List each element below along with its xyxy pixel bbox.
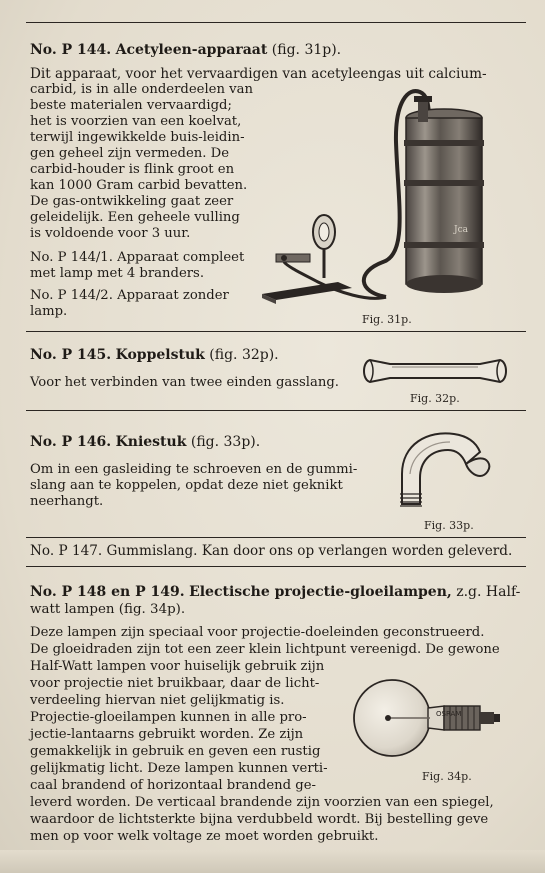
p144-sub1-line: No. P 144/1. Apparaat compleet	[30, 250, 245, 265]
p148-number: No. P 148 en P 149.	[30, 584, 185, 600]
fig-32p-caption: Fig. 32p.	[410, 392, 460, 405]
p144-fig-ref: (fig. 31p).	[271, 42, 342, 58]
divider-p147-p148	[26, 566, 526, 567]
p145-title: Koppelstuk	[115, 347, 205, 363]
bottom-edge	[0, 850, 545, 873]
p148-narrow-line: verdeeling hiervan niet gelijkmatig is.	[30, 693, 285, 708]
acetylene-apparatus-illustration	[258, 82, 508, 312]
p147-line	[30, 543, 512, 560]
fig-34p-caption: Fig. 34p.	[422, 770, 472, 783]
p144-number: No. P 144.	[30, 42, 112, 58]
p148-end-line: men op voor welk voltage ze moet worden gebruikt.	[30, 829, 379, 844]
p144-line: kan 1000 Gram carbid bevatten.	[30, 178, 248, 193]
p148-narrow-line: Half-Watt lampen voor huiselijk gebruik zijn	[30, 659, 325, 674]
p145-fig-ref: (fig. 32p).	[209, 347, 279, 363]
p144-sub2-line: lamp.	[30, 304, 68, 319]
top-divider	[26, 22, 526, 23]
p148-heading-rest: z.g. Half-	[456, 584, 521, 600]
p144-line: carbid-houder is flink groot en	[30, 162, 235, 177]
p148-narrow-line: voor projectie niet bruikbaar, daar de licht-	[30, 676, 320, 691]
p146-fig-ref: (fig. 33p).	[190, 434, 261, 450]
fig-31p-caption: Fig. 31p.	[362, 313, 412, 326]
p148-title: Electische projectie-gloeilampen,	[189, 584, 452, 600]
p148-narrow-line: Projectie-gloeilampen kunnen in alle pro-	[30, 710, 307, 725]
p145-text: Voor het verbinden van twee einden gasslang.	[30, 375, 339, 390]
p148-narrow-line: jectie-lantaarns gebruikt worden. Ze zijn	[30, 727, 304, 742]
p148-narrow-line: gelijkmatig licht. Deze lampen kunnen verti-	[30, 761, 328, 776]
p146-number: No. P 146.	[30, 434, 112, 450]
p144-line: is voldoende voor 3 uur.	[30, 226, 191, 241]
p148-line: Deze lampen zijn speciaal voor projectie-doeleinden geconstrueerd.	[30, 625, 485, 640]
p144-title: Acetyleen-apparaat	[115, 42, 268, 58]
p146-line: Om in een gasleiding te schroeven en de gummi-	[30, 462, 358, 477]
coupling-piece-illustration	[360, 350, 510, 392]
p148-heading	[30, 584, 520, 601]
p147-number: No. P 147.	[30, 543, 103, 559]
p144-line: beste materialen vervaardigd;	[30, 98, 232, 113]
p144-line: geleidelijk. Een geheele vulling	[30, 210, 240, 225]
divider-p144-p145	[26, 331, 526, 332]
p146-line: neerhangt.	[30, 494, 104, 509]
p144-line: De gas-ontwikkeling gaat zeer	[30, 194, 234, 209]
divider-p145-p146	[26, 410, 526, 411]
elbow-piece-illustration	[388, 424, 498, 519]
p144-sub1-line: met lamp met 4 branders.	[30, 266, 205, 281]
p147-text: Gummislang. Kan door ons op verlangen worden geleverd.	[106, 543, 513, 559]
p144-line: terwijl ingewikkelde buis-leidin-	[30, 130, 245, 145]
p148-end-line: waardoor de lichtsterkte bijna verdubbeld wordt. Bij bestelling geve	[30, 812, 489, 827]
p144-line: gen geheel zijn vermeden. De	[30, 146, 229, 161]
p148-heading-line2: watt lampen (fig. 34p).	[30, 602, 186, 617]
p146-title: Kniestuk	[115, 434, 187, 450]
p146-heading	[30, 434, 260, 451]
bulb-brand-mark: OSRAM	[436, 710, 462, 718]
divider-p146-p147	[26, 537, 526, 538]
projection-lamp-illustration	[350, 676, 510, 766]
fig-33p-caption: Fig. 33p.	[424, 519, 474, 532]
p148-end-line: leverd worden. De verticaal brandende zijn voorzien van een spiegel,	[30, 795, 494, 810]
p148-narrow-line: gemakkelijk in gebruik en geven een rustig	[30, 744, 321, 759]
p144-heading	[30, 42, 341, 59]
can-maker-mark: Jca	[454, 225, 469, 235]
p145-heading	[30, 347, 279, 364]
p148-narrow-line: caal brandend of horizontaal brandend ge-	[30, 778, 316, 793]
p144-line: carbid, is in alle onderdeelen van	[30, 82, 253, 97]
p144-sub2-line: No. P 144/2. Apparaat zonder	[30, 288, 229, 303]
p144-line: het is voorzien van een koelvat,	[30, 114, 242, 129]
p145-number: No. P 145.	[30, 347, 112, 363]
p148-line: De gloeidraden zijn tot een zeer klein lichtpunt vereenigd. De gewone	[30, 642, 500, 657]
p146-line: slang aan te koppelen, opdat deze niet geknikt	[30, 478, 343, 493]
p144-line: Dit apparaat, voor het vervaardigen van acetyleengas uit calcium-	[30, 66, 487, 82]
